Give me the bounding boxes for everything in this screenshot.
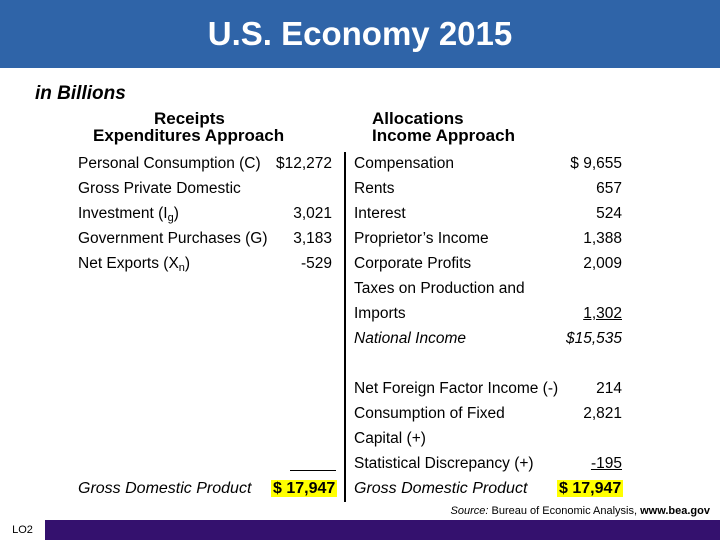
adjust-row-label: Capital (+) [354, 430, 426, 447]
left-row-value: 3,183 [293, 230, 332, 247]
left-total-label: Gross Domestic Product [78, 480, 252, 497]
right-row-value: 657 [596, 180, 622, 197]
title-banner [0, 0, 720, 68]
right-header-line2: Income Approach [372, 126, 515, 145]
right-total-value: $ 17,947 [559, 480, 622, 497]
right-total-label: Gross Domestic Product [354, 480, 528, 497]
left-header-line2: Expenditures Approach [93, 126, 285, 145]
source-note: Source: Bureau of Economic Analysis, www.bea.gov [450, 505, 710, 517]
column-divider [344, 152, 346, 502]
adjust-row-label: Statistical Discrepancy (+) [354, 455, 534, 472]
adjust-row-label: Consumption of Fixed [354, 405, 505, 422]
adjust-row-value: -195 [590, 455, 622, 472]
right-row-label: Taxes on Production and [354, 280, 525, 297]
left-total-value: $ 17,947 [273, 480, 336, 497]
left-row-label: Investment $(I_g)$ [78, 205, 179, 224]
right-row-label: Imports [354, 305, 406, 322]
right-row-value: 1,388 [583, 230, 622, 247]
left-row-value: 3,021 [293, 205, 332, 222]
slide-title: U.S. Economy 2015 [207, 15, 513, 52]
left-row-label: Government Purchases (G) [78, 230, 268, 247]
right-row-value: 1,302 [583, 305, 622, 322]
blank-underline [290, 470, 336, 471]
right-row-label: Interest [354, 205, 406, 222]
right-row-label: Corporate Profits [354, 255, 472, 272]
right-row-label: Rents [354, 180, 395, 197]
national-income-label: National Income [354, 330, 467, 347]
right-row-label: Proprietor’s Income [354, 230, 489, 247]
right-header-line1: Allocations [372, 109, 464, 128]
units-subtitle: in Billions [35, 83, 126, 104]
left-row-value: $12,272 [276, 155, 333, 172]
source-link[interactable]: www.bea.gov [640, 505, 710, 517]
left-row-label: Personal Consumption (C) [78, 155, 261, 172]
right-row-value: $ 9,655 [570, 155, 622, 172]
left-row-label: Gross Private Domestic [78, 180, 241, 197]
left-row-value: -529 [300, 255, 332, 272]
footer-bar [0, 520, 720, 540]
adjust-row-value: 214 [596, 380, 622, 397]
learning-objective-label: LO2 [0, 520, 45, 540]
adjust-row-value: 2,821 [583, 405, 622, 422]
adjust-row-label: Net Foreign Factor Income (-) [354, 380, 559, 397]
right-row-value: 524 [596, 205, 622, 222]
left-header-line1: Receipts [154, 109, 225, 128]
right-row-value: 2,009 [583, 255, 622, 272]
left-row-label: Net Exports $(X_n)$ [78, 255, 191, 274]
national-income-value: $15,535 [565, 330, 622, 347]
right-row-label: Compensation [354, 155, 454, 172]
